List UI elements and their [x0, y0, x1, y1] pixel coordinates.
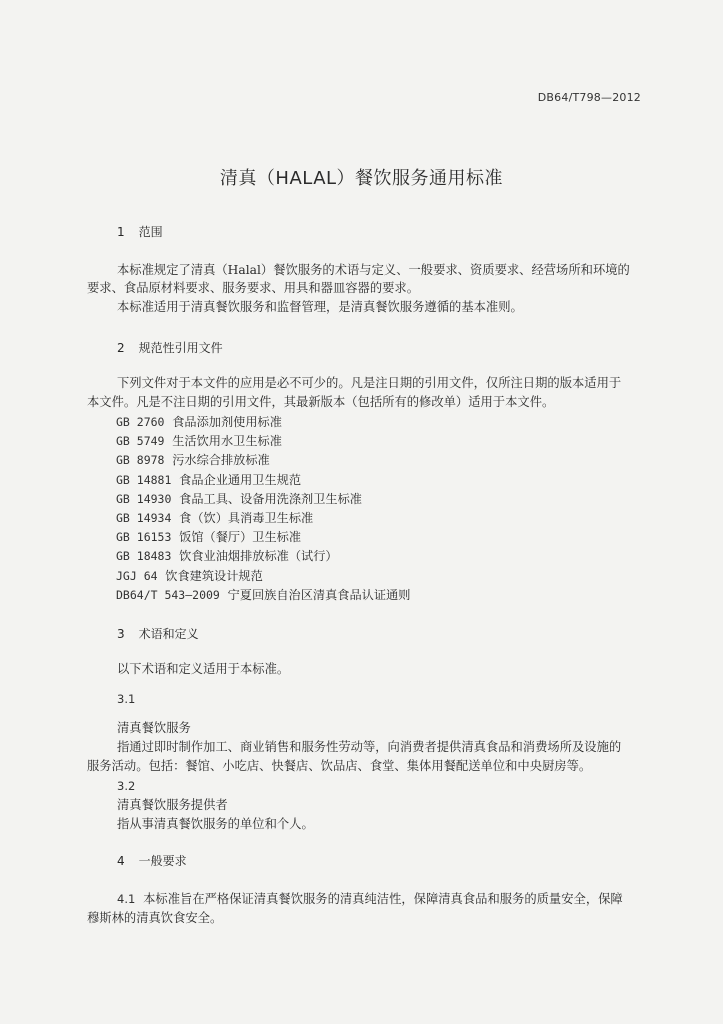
section-4-title: 一般要求 [138, 854, 187, 868]
section-4-heading [117, 853, 187, 869]
reference-item: GB 16153 饭馆（餐厅）卫生标准 [116, 530, 302, 545]
term-3-2-number: 3.2 [117, 779, 136, 793]
section-1-paragraph-1-line-2: 要求、食品原材料要求、服务要求、用具和器皿容器的要求。 [87, 281, 420, 295]
reference-item: GB 14881 食品企业通用卫生规范 [116, 472, 302, 487]
section-3-number: 3 [117, 627, 125, 641]
reference-item: GB 14930 食品工具、设备用洗涤剂卫生标准 [116, 491, 362, 506]
reference-item: GB 5749 生活饮用水卫生标准 [116, 434, 282, 449]
section-1-number: 1 [117, 225, 125, 239]
section-1-paragraph-1-line-1: 本标准规定了清真（Halal）餐饮服务的术语与定义、一般要求、资质要求、经营场所和环境的 [117, 263, 630, 277]
section-3-title: 术语和定义 [138, 627, 199, 641]
reference-item: GB 8978 污水综合排放标准 [116, 453, 270, 468]
clause-4-1-number: 4.1 [117, 892, 136, 906]
term-3-1-name: 清真餐饮服务 [117, 721, 191, 735]
term-3-1-definition-line-1: 指通过即时制作加工、商业销售和服务性劳动等，向消费者提供清真食品和消费场所及设施的 [117, 740, 622, 754]
page-title: 清真（HALAL）餐饮服务通用标准 [219, 168, 504, 189]
section-3-heading [117, 626, 199, 642]
section-1-paragraph-2: 本标准适用于清真餐饮服务和监督管理，是清真餐饮服务遵循的基本准则。 [117, 300, 523, 314]
clause-4-1-line-2: 穆斯林的清真饮食安全。 [87, 911, 223, 925]
section-4-number: 4 [117, 854, 125, 868]
term-3-1-definition-line-2: 服务活动。包括：餐馆、小吃店、快餐店、饮品店、食堂、集体用餐配送单位和中央厨房等。 [87, 759, 592, 773]
reference-item: GB 18483 饮食业油烟排放标准（试行） [116, 549, 338, 564]
normative-references-list [116, 413, 410, 605]
section-2-paragraph-line-1: 下列文件对于本文件的应用是必不可少的。凡是注日期的引用文件，仅所注日期的版本适用于 [117, 376, 622, 390]
section-1-heading [117, 224, 163, 240]
term-3-2-name: 清真餐饮服务提供者 [117, 798, 228, 812]
document-code: DB64/T798—2012 [537, 91, 641, 104]
section-2-paragraph-line-2: 本文件。凡是不注日期的引用文件，其最新版本（包括所有的修改单）适用于本文件。 [87, 395, 555, 409]
section-3-intro: 以下术语和定义适用于本标准。 [117, 662, 290, 676]
reference-item: DB64/T 543—2009 宁夏回族自治区清真食品认证通则 [116, 587, 411, 602]
reference-item: GB 14934 食（饮）具消毒卫生标准 [116, 511, 314, 526]
term-3-1-number: 3.1 [117, 692, 136, 706]
reference-item: JGJ 64 饮食建筑设计规范 [116, 568, 263, 583]
reference-item: GB 2760 食品添加剂使用标准 [116, 415, 282, 429]
section-1-title: 范围 [138, 225, 163, 239]
section-2-number: 2 [117, 341, 125, 355]
clause-4-1-text: 本标准旨在严格保证清真餐饮服务的清真纯洁性，保障清真食品和服务的质量安全，保障 [143, 892, 623, 906]
term-3-2-definition: 指从事清真餐饮服务的单位和个人。 [117, 817, 314, 831]
section-2-heading [117, 340, 223, 356]
section-2-title: 规范性引用文件 [138, 341, 223, 355]
clause-4-1-line-1 [117, 891, 623, 907]
